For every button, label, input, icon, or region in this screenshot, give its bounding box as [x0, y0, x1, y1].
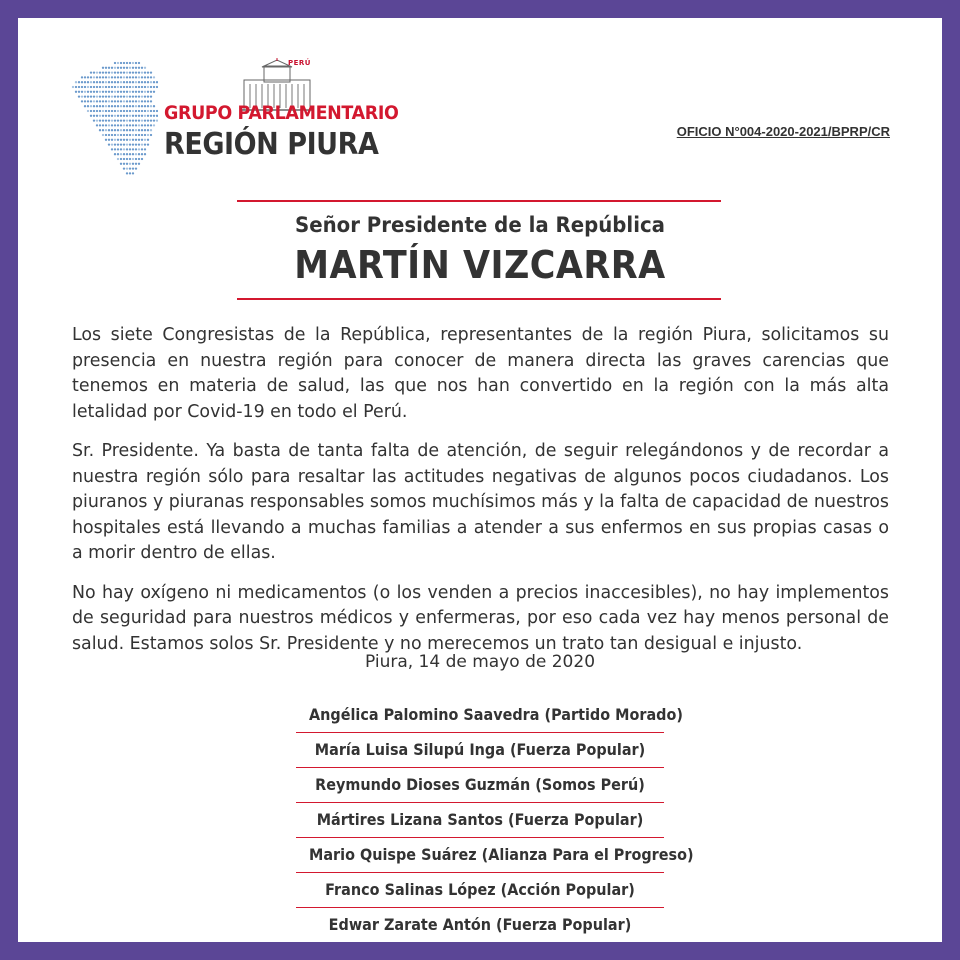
- body-paragraph: Sr. Presidente. Ya basta de tanta falta de atención, de seguir relegándonos y de recordar a nuestra región sólo para resaltar las actitudes negativas de algunos pocos ciudadanos. Los piuranos y piuranas responsables somos muchísimos más y la falta de capacidad de nuestros hospitales está llevando a muchas familias a atender a sus enfermos en sus propias casas o a morir dentro de ellas.: [72, 441, 889, 563]
- letter-sheet: [18, 18, 942, 942]
- peru-label: PERÚ: [288, 59, 311, 67]
- body-paragraph: Los siete Congresistas de la República, representantes de la región Piura, solicitamos su presencia en nuestra región para conocer de manera directa las graves carencias que tenemos en materia de salud, las que nos han convertido en la región con la más alta letalidad por Covid-19 en todo el Perú.: [72, 325, 889, 422]
- signatory-name: Mario Quispe Suárez (Alianza Para el Progreso): [309, 845, 694, 864]
- piura-map-logo-icon: [70, 60, 158, 180]
- letter-date: Piura, 14 de mayo de 2020: [364, 652, 596, 672]
- divider-top: [237, 200, 721, 202]
- group-name-line1: GRUPO PARLAMENTARIO: [164, 102, 399, 124]
- signatory-name: Edwar Zarate Antón (Fuerza Popular): [328, 915, 632, 934]
- letter-body: [72, 323, 889, 671]
- body-paragraph: No hay oxígeno ni medicamentos (o los venden a precios inaccesibles), no hay implementos de seguridad para nuestros médicos y enfermeras, por eso cada vez hay menos personal de salud. Estamos solos Sr. Presidente y no merecemos un trato tan desigual e injusto.: [72, 582, 889, 654]
- addressee-name: MARTÍN VIZCARRA: [294, 243, 666, 287]
- signatory-name: Reymundo Dioses Guzmán (Somos Perú): [315, 775, 645, 794]
- signatory-name: María Luisa Silupú Inga (Fuerza Popular): [314, 740, 646, 759]
- signatory-name: Angélica Palomino Saavedra (Partido Morado): [309, 705, 683, 724]
- signatory-name: Franco Salinas López (Acción Popular): [325, 880, 635, 899]
- addressee-title: Señor Presidente de la República: [294, 213, 666, 237]
- divider-bottom: [237, 298, 721, 300]
- oficio-reference: OFICIO N°004-2020-2021/BPRP/CR: [676, 124, 890, 139]
- signatory-list: [290, 698, 694, 942]
- group-name-line2: REGIÓN PIURA: [164, 127, 379, 162]
- signatory-name: Mártires Lizana Santos (Fuerza Popular): [316, 810, 644, 829]
